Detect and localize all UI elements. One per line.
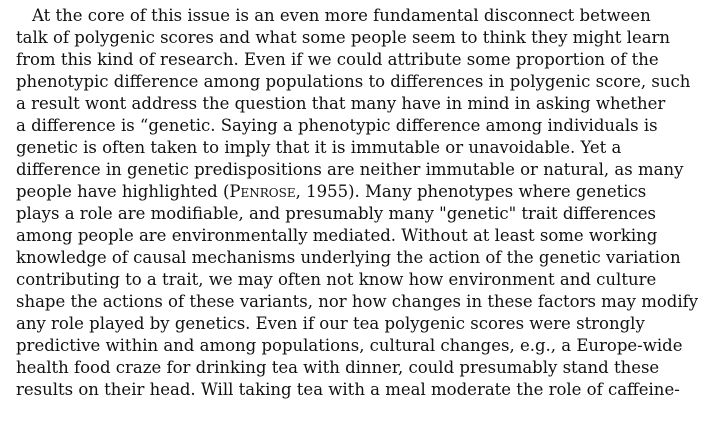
line-text: environmentally mediated. Without at least some working (171, 226, 658, 245)
paragraph-line: knowledge of causal mechanisms underlying the action of the genetic variation (16, 248, 681, 267)
paragraph-line-with-citation (16, 181, 715, 203)
paragraph-line: predictive within and among populations, cultural changes, e.g., a Europe-wide (16, 336, 683, 355)
paragraph-line: talk of polygenic scores and what some people seem to think they might learn (16, 28, 671, 47)
paragraph-line: a difference is “genetic. Saying a phenotypic difference among individuals is (16, 116, 658, 135)
paragraph-line: difference in genetic predispositions are neither immutable or natural, as many (16, 160, 684, 179)
citation-tail: , 1955). Many phenotypes where genetics (295, 182, 647, 201)
paragraph-line: genetic is often taken to imply that it is immutable or unavoidable. Yet a (16, 138, 622, 157)
paragraph-line: shape the actions of these variants, nor how changes in these factors may modify (16, 292, 699, 311)
paragraph-line: plays a role are modifiable, and presumably many "genetic" trait differences (16, 204, 657, 223)
line-text: people have highlighted ( (16, 182, 230, 201)
paragraph-line: contributing to a trait, we may often not know how environment and culture (16, 270, 657, 289)
paragraph-line: any role played by genetics. Even if our tea polygenic scores were strongly (16, 314, 645, 333)
paragraph-line: At the core of this issue is an even more fundamental disconnect between (32, 6, 651, 25)
body-paragraph (16, 5, 715, 401)
paragraph-line: a result wont address the question that many have in mind in asking whether (16, 94, 666, 113)
line-text: among people are (16, 226, 172, 245)
paragraph-line: from this kind of research. Even if we could attribute some proportion of the (16, 50, 659, 69)
paragraph-line (16, 225, 715, 247)
paragraph-line: health food craze for drinking tea with dinner, could presumably stand these (16, 358, 660, 377)
paragraph-line: results on their head. Will taking tea with a meal moderate the role of caffeine- (16, 380, 680, 399)
citation-author[interactable]: Penrose (229, 182, 296, 201)
paragraph-line: phenotypic difference among populations to differences in polygenic score, such (16, 72, 691, 91)
